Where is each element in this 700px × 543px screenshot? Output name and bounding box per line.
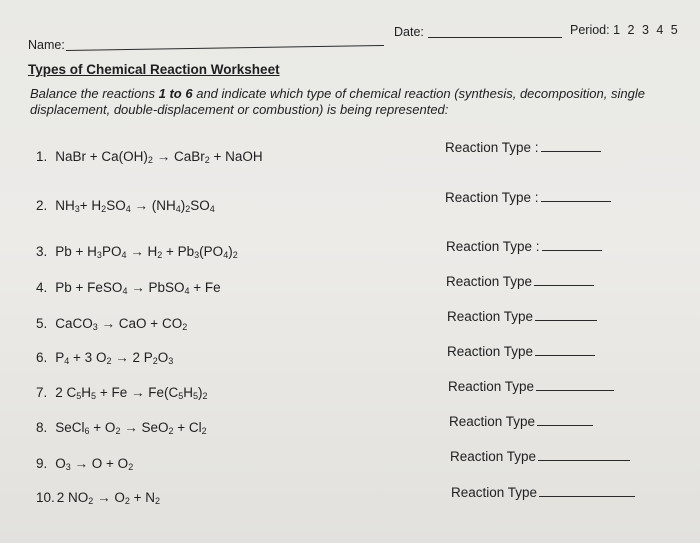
subscript: 2 bbox=[157, 250, 163, 260]
name-field[interactable] bbox=[66, 45, 384, 51]
formula-text: → PbSO bbox=[127, 280, 185, 295]
reaction-type-answer-field[interactable] bbox=[537, 424, 593, 426]
formula-text: ) bbox=[228, 244, 233, 259]
reaction-type-answer-field[interactable] bbox=[542, 249, 602, 251]
subscript: 4 bbox=[184, 286, 190, 296]
subscript: 4 bbox=[125, 204, 131, 214]
formula-text: → CaO + CO bbox=[97, 316, 183, 331]
formula-text: PO bbox=[101, 244, 122, 259]
reaction-equation-4 bbox=[36, 280, 221, 295]
reaction-type-answer-field[interactable] bbox=[536, 389, 614, 391]
formula-text: + O bbox=[89, 420, 116, 435]
reaction-type-row-10 bbox=[451, 485, 635, 500]
reaction-type-answer-field[interactable] bbox=[535, 354, 595, 356]
reaction-type-answer-field[interactable] bbox=[541, 200, 611, 202]
subscript: 2 bbox=[204, 155, 210, 165]
reaction-type-row-8 bbox=[449, 414, 593, 429]
reaction-type-row-7 bbox=[448, 379, 614, 394]
formula-text: → SeO bbox=[120, 420, 169, 435]
reaction-number: 6. bbox=[36, 350, 48, 365]
reaction-type-label: Reaction Type bbox=[447, 309, 534, 324]
name-label: Name: bbox=[28, 38, 65, 52]
reaction-type-row-6 bbox=[447, 344, 595, 359]
instructions: Balance the reactions 1 to 6 and indicate which type of chemical reaction (synthesis, decomposition, single displacement, double-displacement or combustion) is being represented: bbox=[30, 86, 645, 117]
reaction-equation-7 bbox=[36, 385, 208, 400]
formula-text: O bbox=[55, 456, 66, 471]
formula-text: + H bbox=[79, 198, 102, 213]
subscript: 2 bbox=[168, 426, 174, 436]
date-label: Date: bbox=[394, 25, 424, 39]
formula-text: + Fe bbox=[189, 280, 221, 295]
formula-text: + NaOH bbox=[209, 149, 263, 164]
formula-text: + Pb bbox=[162, 244, 195, 259]
subscript: 2 bbox=[232, 250, 238, 260]
reaction-type-row-1 bbox=[445, 140, 601, 155]
formula-text: SO bbox=[190, 198, 210, 213]
formula-text: (PO bbox=[199, 244, 224, 259]
formula-text: 2 NO bbox=[56, 490, 89, 505]
formula-text: NH bbox=[55, 198, 75, 213]
reaction-number: 3. bbox=[36, 244, 48, 259]
formula-text: Pb + FeSO bbox=[55, 280, 123, 295]
subscript: 5 bbox=[178, 391, 184, 401]
formula-text: SeCl bbox=[55, 420, 85, 435]
reaction-type-label: Reaction Type : bbox=[446, 239, 540, 254]
formula-text: Pb + H bbox=[55, 244, 97, 259]
formula-text: CaCO bbox=[55, 316, 93, 331]
reaction-type-label: Reaction Type bbox=[447, 344, 534, 359]
formula-text: → O bbox=[93, 490, 125, 505]
subscript: 2 bbox=[154, 496, 160, 506]
formula-text: + N bbox=[129, 490, 155, 505]
subscript: 4 bbox=[223, 250, 229, 260]
reaction-type-row-5 bbox=[447, 309, 597, 324]
formula-text: H bbox=[81, 385, 92, 400]
formula-text: → CaBr bbox=[152, 149, 205, 164]
formula-text: H bbox=[183, 385, 193, 400]
subscript: 2 bbox=[201, 426, 207, 436]
subscript: 6 bbox=[84, 426, 90, 436]
reaction-type-label: Reaction Type : bbox=[445, 140, 539, 155]
reaction-number: 8. bbox=[36, 420, 48, 435]
reaction-type-answer-field[interactable] bbox=[541, 150, 601, 152]
reaction-equation-10 bbox=[36, 490, 160, 505]
reaction-type-label: Reaction Type bbox=[451, 485, 538, 500]
reaction-equation-9 bbox=[36, 456, 133, 471]
reaction-type-label: Reaction Type : bbox=[445, 190, 539, 205]
formula-text: P bbox=[55, 350, 65, 365]
reaction-equation-1 bbox=[36, 149, 263, 164]
subscript: 2 bbox=[182, 322, 188, 332]
worksheet-title: Types of Chemical Reaction Worksheet bbox=[28, 62, 280, 77]
subscript: 4 bbox=[209, 204, 215, 214]
subscript: 3 bbox=[168, 356, 174, 366]
subscript: 5 bbox=[91, 391, 97, 401]
formula-text: NaBr + Ca(OH) bbox=[55, 149, 148, 164]
reaction-type-row-3 bbox=[446, 239, 602, 254]
period-options[interactable]: 1 2 3 4 5 bbox=[613, 23, 680, 37]
reaction-type-label: Reaction Type bbox=[446, 274, 533, 289]
formula-text: → 2 P bbox=[111, 350, 153, 365]
reaction-number: 2. bbox=[36, 198, 48, 213]
subscript: 2 bbox=[128, 462, 134, 472]
period-label: Period: 1 2 3 4 5 bbox=[570, 23, 680, 37]
subscript: 4 bbox=[64, 356, 70, 366]
formula-text: ) bbox=[197, 385, 203, 400]
formula-text: + Cl bbox=[173, 420, 202, 435]
reaction-equation-5 bbox=[36, 316, 187, 331]
subscript: 3 bbox=[65, 462, 71, 472]
formula-text: O bbox=[157, 350, 169, 365]
formula-text: SO bbox=[106, 198, 126, 213]
subscript: 2 bbox=[152, 356, 158, 366]
formula-text: → (NH bbox=[130, 198, 176, 213]
subscript: 4 bbox=[122, 286, 128, 296]
reaction-type-row-9 bbox=[450, 449, 630, 464]
subscript: 2 bbox=[115, 426, 121, 436]
reaction-type-label: Reaction Type bbox=[449, 414, 536, 429]
reaction-number: 4. bbox=[36, 280, 48, 295]
subscript: 2 bbox=[185, 204, 191, 214]
subscript: 3 bbox=[194, 250, 200, 260]
reaction-number: 1. bbox=[36, 149, 48, 164]
subscript: 2 bbox=[147, 155, 153, 165]
subscript: 2 bbox=[88, 496, 94, 506]
reaction-equation-3 bbox=[36, 244, 238, 259]
reaction-type-answer-field[interactable] bbox=[535, 319, 597, 321]
formula-text: + 3 O bbox=[69, 350, 107, 365]
formula-text: + Fe → Fe(C bbox=[96, 385, 179, 400]
subscript: 2 bbox=[101, 204, 107, 214]
reaction-equation-2 bbox=[36, 198, 215, 213]
reaction-type-answer-field[interactable] bbox=[539, 495, 635, 497]
subscript: 5 bbox=[192, 391, 198, 401]
reaction-number: 10. bbox=[36, 490, 55, 505]
reaction-type-label: Reaction Type bbox=[448, 379, 535, 394]
reaction-type-answer-field[interactable] bbox=[534, 284, 594, 286]
subscript: 4 bbox=[121, 250, 127, 260]
date-field[interactable] bbox=[428, 37, 562, 38]
subscript: 2 bbox=[124, 496, 130, 506]
subscript: 3 bbox=[92, 322, 98, 332]
subscript: 2 bbox=[106, 356, 112, 366]
reaction-number: 7. bbox=[36, 385, 48, 400]
reaction-type-row-2 bbox=[445, 190, 611, 205]
formula-text: → H bbox=[126, 244, 158, 259]
reaction-number: 5. bbox=[36, 316, 48, 331]
reaction-equation-8 bbox=[36, 420, 207, 435]
subscript: 2 bbox=[202, 391, 208, 401]
reaction-equation-6 bbox=[36, 350, 173, 365]
subscript: 3 bbox=[74, 204, 80, 214]
formula-text: ) bbox=[180, 198, 186, 213]
formula-text: 2 C bbox=[55, 385, 77, 400]
subscript: 5 bbox=[76, 391, 82, 401]
subscript: 3 bbox=[96, 250, 102, 260]
reaction-type-label: Reaction Type bbox=[450, 449, 537, 464]
reaction-type-row-4 bbox=[446, 274, 594, 289]
reaction-type-answer-field[interactable] bbox=[538, 459, 630, 461]
formula-text: → O + O bbox=[70, 456, 129, 471]
reaction-number: 9. bbox=[36, 456, 48, 471]
subscript: 4 bbox=[175, 204, 181, 214]
